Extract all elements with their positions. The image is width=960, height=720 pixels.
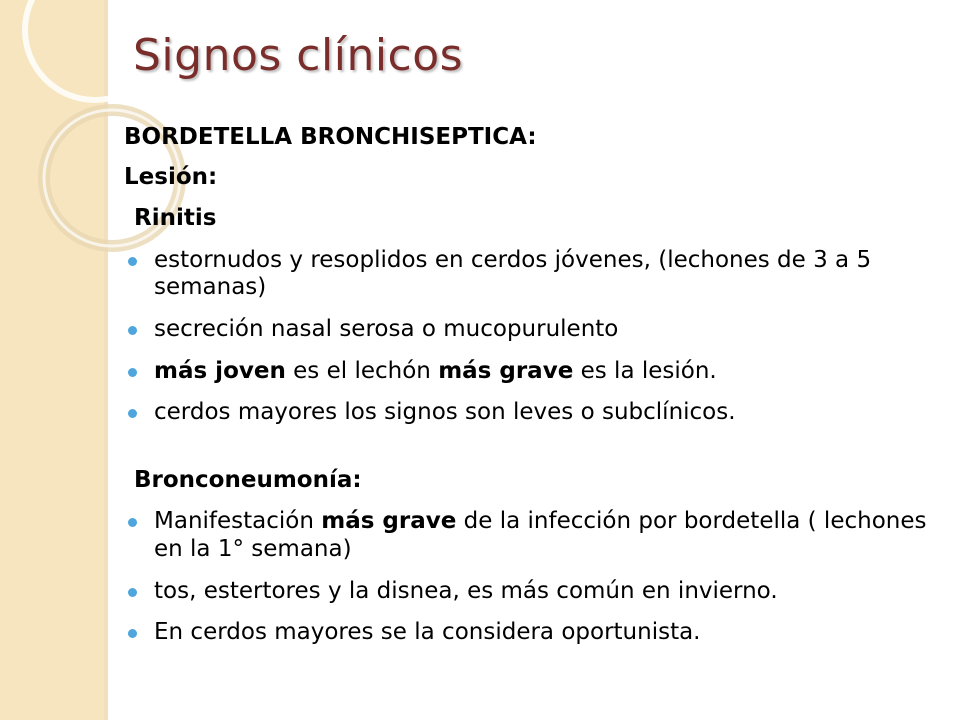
bullet-dot-icon: [128, 518, 137, 527]
bullet-dot-icon: [128, 409, 137, 418]
bullet-item: [124, 508, 934, 563]
bullet-dot-icon: [128, 257, 137, 266]
bullet-item: [124, 399, 934, 427]
bullet-text: tos, estertores y la disnea, es más común en invierno.: [154, 577, 778, 604]
lesion-label: Lesión:: [124, 163, 218, 190]
rinitis-label: Rinitis: [134, 205, 217, 232]
bullet-text: es el lechón: [285, 357, 439, 384]
bullet-item: [124, 316, 934, 344]
bullet-item: [124, 358, 934, 386]
bullet-text: En cerdos mayores se la considera oportunista.: [154, 619, 701, 646]
rinitis-bullet-list: [124, 247, 934, 427]
bullet-text-bold: más grave: [438, 357, 574, 384]
bullet-text: secreción nasal serosa o mucopurulento: [154, 315, 619, 342]
bullet-item: [124, 619, 934, 647]
bronconeumonia-label: Bronconeumonía:: [134, 466, 362, 493]
bullet-text-bold: más joven: [154, 357, 286, 384]
bullet-text: de la infección por bordetella ( lechones en la 1° semana): [154, 508, 927, 562]
bullet-text: cerdos mayores los signos son leves o subclínicos.: [154, 399, 736, 426]
bullet-dot-icon: [128, 326, 137, 335]
bullet-item: [124, 247, 934, 302]
bullet-dot-icon: [128, 368, 137, 377]
bronconeumonia-bullet-list: [124, 508, 934, 646]
bullet-dot-icon: [128, 629, 137, 638]
main-heading: BORDETELLA BRONCHISEPTICA:: [124, 124, 537, 150]
bullet-text: estornudos y resoplidos en cerdos jóvenes, (lechones de 3 a 5 semanas): [154, 246, 872, 301]
slide-content: [124, 124, 934, 661]
bullet-text: Manifestación: [154, 508, 322, 535]
bullet-dot-icon: [128, 588, 137, 597]
bullet-text: es la lesión.: [573, 357, 717, 384]
bullet-text-bold: más grave: [321, 508, 457, 535]
slide-title: Signos clínicos: [133, 30, 464, 81]
bullet-item: [124, 578, 934, 606]
